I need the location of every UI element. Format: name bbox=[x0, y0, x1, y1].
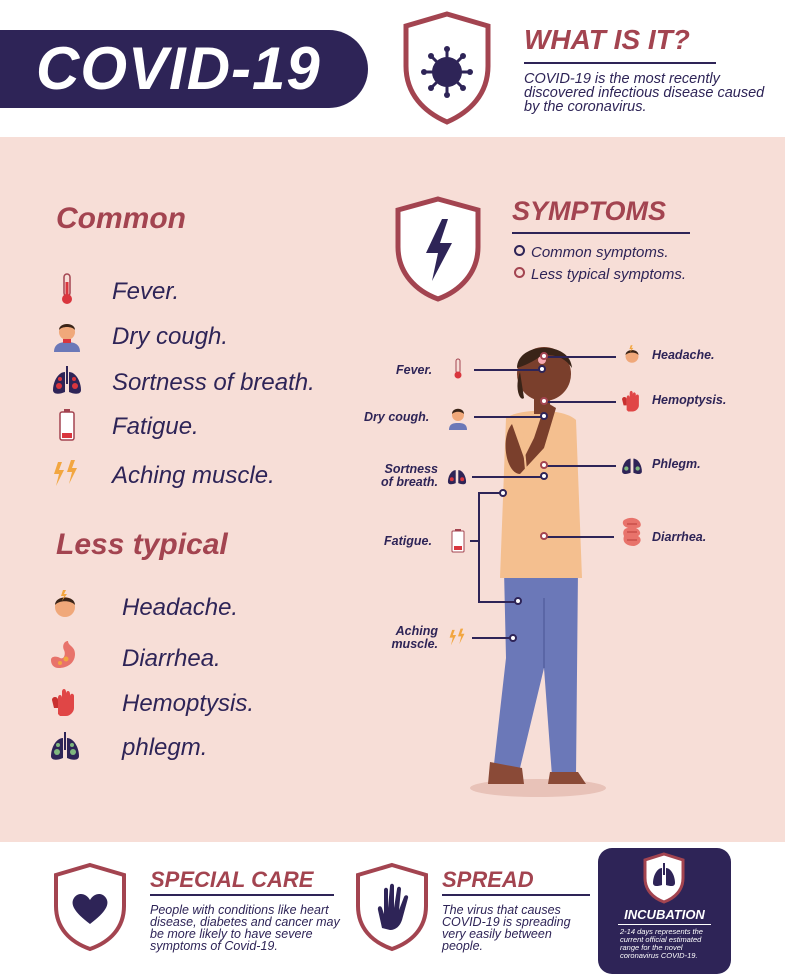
low-battery-icon bbox=[50, 408, 84, 442]
virus-shield-icon bbox=[400, 10, 494, 126]
symptoms-heading: SYMPTOMS bbox=[512, 196, 667, 226]
legend-less-typical: Less typical symptoms. bbox=[514, 266, 686, 283]
less-item-headache: Headache. bbox=[122, 594, 239, 621]
lungs-shield-icon bbox=[642, 852, 686, 904]
common-item-fever: Fever. bbox=[112, 278, 180, 305]
hand-shield-icon bbox=[354, 862, 430, 952]
lungs-icon bbox=[50, 364, 84, 398]
legend-common-dot bbox=[514, 245, 525, 256]
marker-aching bbox=[510, 635, 516, 641]
special-care-text: People with conditions like heart disease, diabetes and cancer may be more likely to have severe symptoms of Covid-19. bbox=[150, 903, 340, 953]
lightning-pain-icon bbox=[50, 456, 84, 490]
marker-breath bbox=[541, 473, 547, 479]
page-title: COVID-19 bbox=[36, 35, 321, 102]
marker-dry-cough bbox=[541, 413, 547, 419]
less-typical-heading: Less typical bbox=[56, 528, 228, 561]
marker-phlegm bbox=[541, 462, 547, 468]
marker-headache bbox=[541, 353, 547, 359]
figure-phlegm-icon bbox=[619, 453, 645, 477]
symptom-markers bbox=[460, 338, 620, 658]
common-item-fatigue: Fatigue. bbox=[112, 413, 199, 440]
marker-fever bbox=[539, 366, 545, 372]
common-item-dry-cough: Dry cough. bbox=[112, 323, 229, 350]
figure-label-fatigue: Fatigue. bbox=[384, 534, 432, 548]
incubation-heading: INCUBATION bbox=[624, 907, 705, 922]
marker-diarrhea bbox=[541, 533, 547, 539]
figure-label-aching: Aching muscle. bbox=[391, 624, 438, 651]
common-item-aching: Aching muscle. bbox=[112, 462, 275, 489]
spread-text: The virus that causes COVID-19 is spreading very easily between people. bbox=[442, 903, 571, 953]
special-care-heading: SPECIAL CARE bbox=[150, 867, 314, 892]
coughing-person-icon bbox=[50, 318, 84, 352]
what-heading-underline bbox=[524, 62, 716, 64]
figure-hemoptysis-icon bbox=[619, 386, 645, 414]
figure-label-dry-cough: Dry cough. bbox=[364, 410, 430, 424]
special-care-underline bbox=[150, 894, 334, 896]
common-item-breath: Sortness of breath. bbox=[112, 369, 315, 396]
symptoms-heading-underline bbox=[512, 232, 690, 234]
figure-intestines-icon bbox=[620, 516, 644, 548]
less-item-hemoptysis: Hemoptysis. bbox=[122, 690, 255, 717]
what-is-it-heading: WHAT IS IT? bbox=[524, 24, 690, 55]
legend-less-typical-dot bbox=[514, 267, 525, 278]
marker-fatigue bbox=[500, 490, 506, 496]
heart-shield-icon bbox=[52, 862, 128, 952]
stomach-icon bbox=[48, 638, 82, 672]
figure-label-breath: Sortness of breath. bbox=[381, 462, 438, 489]
marker-hemoptysis bbox=[541, 398, 547, 404]
what-is-it-description: COVID-19 is the most recently discovered infectious disease caused by the coronavirus. bbox=[524, 71, 765, 115]
headache-person-icon bbox=[48, 588, 82, 622]
figure-label-headache: Headache. bbox=[652, 348, 715, 362]
incubation-text: 2-14 days represents the current official estimated range for the novel coronavirus COVID-19. bbox=[620, 927, 703, 960]
common-heading: Common bbox=[56, 202, 186, 235]
less-item-phlegm: phlegm. bbox=[122, 734, 208, 761]
figure-label-hemoptysis: Hemoptysis. bbox=[652, 393, 727, 407]
incubation-underline bbox=[618, 924, 711, 925]
figure-label-diarrhea: Diarrhea. bbox=[652, 530, 707, 544]
infected-lungs-icon bbox=[48, 730, 82, 764]
marker-fatigue-legs bbox=[515, 598, 521, 604]
spread-heading: SPREAD bbox=[442, 867, 534, 892]
figure-headache-icon bbox=[621, 343, 643, 367]
thermometer-icon bbox=[50, 272, 84, 306]
lightning-shield-icon bbox=[392, 195, 484, 303]
figure-label-fever: Fever. bbox=[396, 363, 433, 377]
hemoptysis-hand-icon bbox=[48, 684, 82, 718]
spread-underline bbox=[442, 894, 590, 896]
less-item-diarrhea: Diarrhea. bbox=[122, 645, 221, 672]
legend-common: Common symptoms. bbox=[514, 244, 669, 261]
figure-label-phlegm: Phlegm. bbox=[652, 457, 701, 471]
